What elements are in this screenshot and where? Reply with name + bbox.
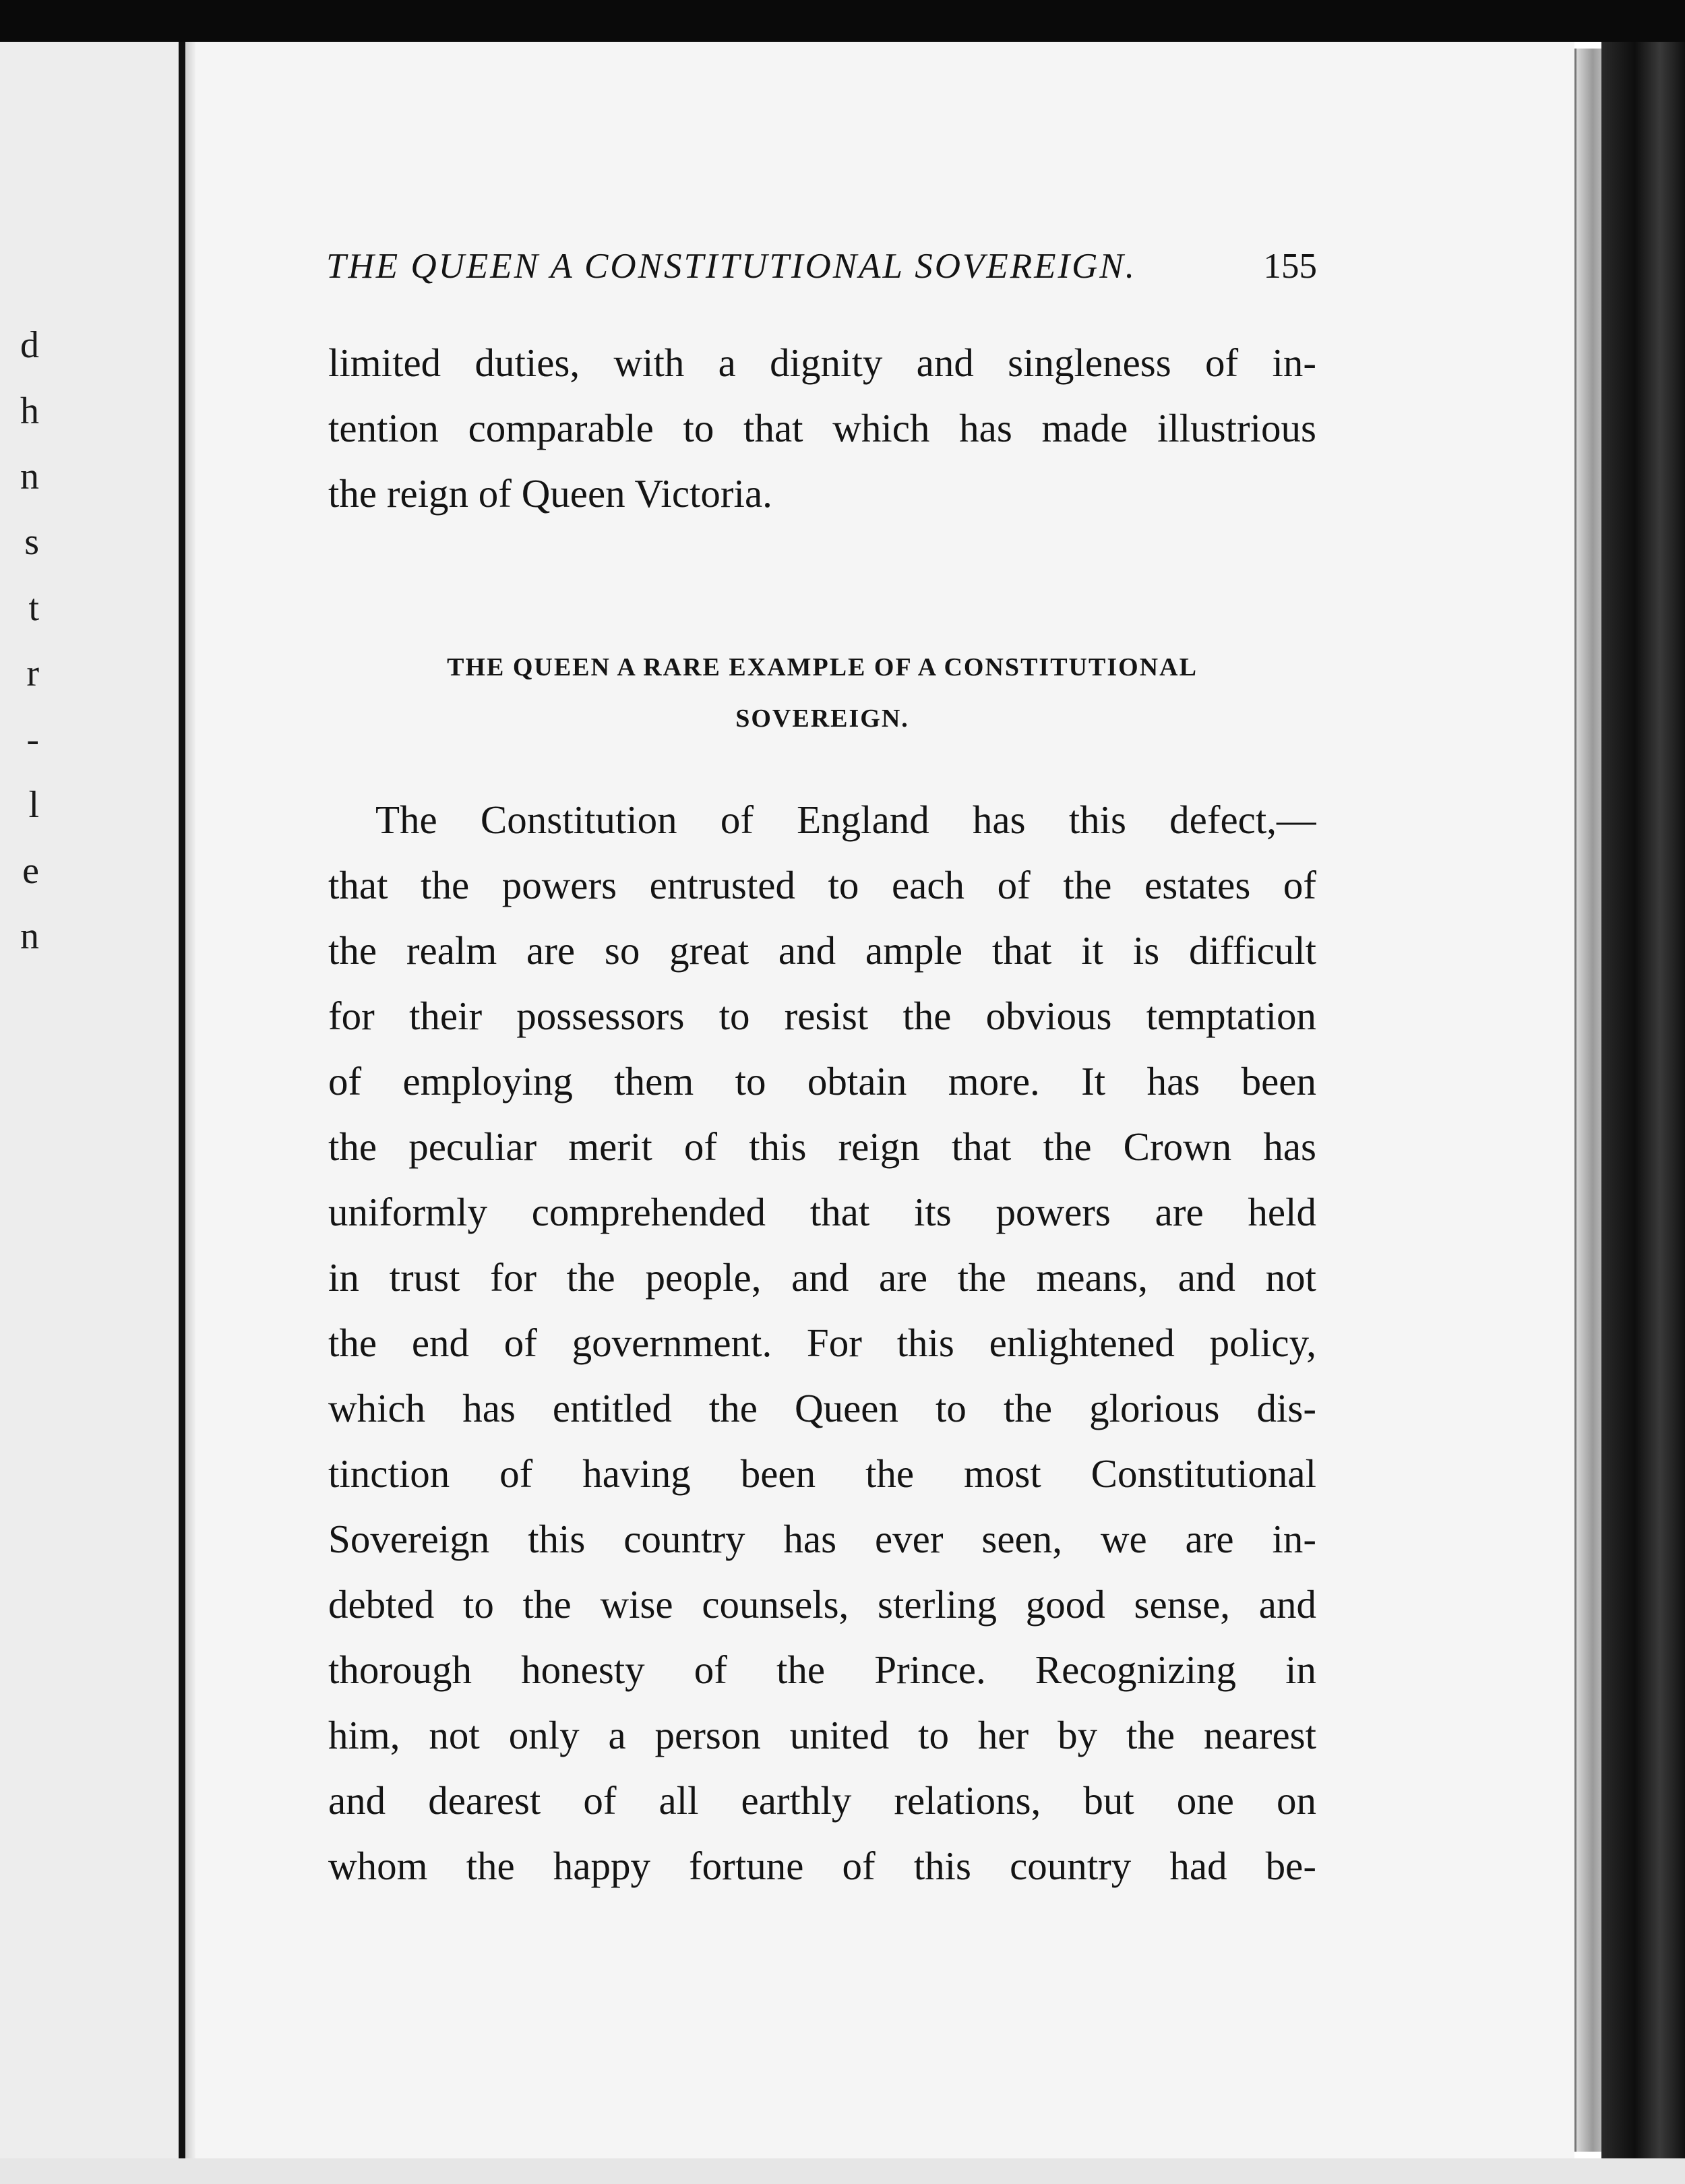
paragraph-2 bbox=[328, 787, 1316, 1899]
running-head-title: THE QUEEN A CONSTITUTIONAL SOVEREIGN. bbox=[326, 247, 1137, 286]
left-page-fragment: n bbox=[20, 916, 39, 957]
left-page-fragment: t bbox=[28, 588, 39, 628]
page-number: 155 bbox=[1263, 247, 1317, 286]
left-page-fragment: - bbox=[26, 719, 39, 760]
page-edges bbox=[1574, 49, 1603, 2152]
left-page-fragment: e bbox=[22, 851, 39, 891]
text-line: the peculiar merit of this reign that the Crown has bbox=[328, 1124, 1316, 1169]
left-page-fragment: s bbox=[24, 522, 39, 562]
left-page-fragment: h bbox=[20, 391, 39, 431]
section-heading-line: SOVEREIGN. bbox=[735, 704, 909, 733]
text-line: limited duties, with a dignity and singleness of in- bbox=[328, 340, 1316, 385]
book-cover-edge bbox=[1601, 42, 1685, 2184]
text-line: and dearest of all earthly relations, but one on bbox=[328, 1778, 1316, 1823]
text-line: tinction of having been the most Constitutional bbox=[328, 1451, 1316, 1496]
text-line: the end of government. For this enlightened policy, bbox=[328, 1321, 1316, 1365]
text-line: debted to the wise counsels, sterling good sense, and bbox=[328, 1582, 1316, 1627]
text-line: him, not only a person united to her by the nearest bbox=[328, 1713, 1316, 1757]
text-line: the realm are so great and ample that it is difficult bbox=[328, 928, 1316, 973]
left-page-fragment: l bbox=[28, 785, 39, 825]
left-page-fragment: r bbox=[26, 653, 39, 694]
book-gutter bbox=[185, 42, 196, 2158]
text-line: whom the happy fortune of this country had be- bbox=[328, 1844, 1316, 1888]
section-heading bbox=[328, 642, 1316, 744]
paragraph-1 bbox=[328, 330, 1316, 526]
text-line: which has entitled the Queen to the glorious dis- bbox=[328, 1386, 1316, 1430]
text-line: in trust for the people, and are the means, and not bbox=[328, 1255, 1316, 1300]
text-line: thorough honesty of the Prince. Recognizing in bbox=[328, 1647, 1316, 1692]
text-line: that the powers entrusted to each of the estates of bbox=[328, 863, 1316, 907]
text-line: uniformly comprehended that its powers are held bbox=[328, 1190, 1316, 1234]
text-line: the reign of Queen Victoria. bbox=[328, 471, 772, 516]
scan-top-border bbox=[0, 0, 1685, 42]
text-line: The Constitution of England has this defect,— bbox=[375, 797, 1316, 842]
text-line: of employing them to obtain more. It has been bbox=[328, 1059, 1316, 1103]
text-line: tention comparable to that which has made illustrious bbox=[328, 406, 1316, 450]
text-line: Sovereign this country has ever seen, we are in- bbox=[328, 1517, 1316, 1561]
running-head bbox=[326, 243, 1317, 290]
left-page-fragment: n bbox=[20, 456, 39, 497]
section-heading-line: THE QUEEN A RARE EXAMPLE OF A CONSTITUTIONAL bbox=[447, 653, 1198, 681]
left-page bbox=[0, 42, 185, 2158]
text-line: for their possessors to resist the obvious temptation bbox=[328, 994, 1316, 1038]
left-page-fragment: d bbox=[20, 325, 39, 365]
scan-bottom-border bbox=[0, 2158, 1685, 2184]
